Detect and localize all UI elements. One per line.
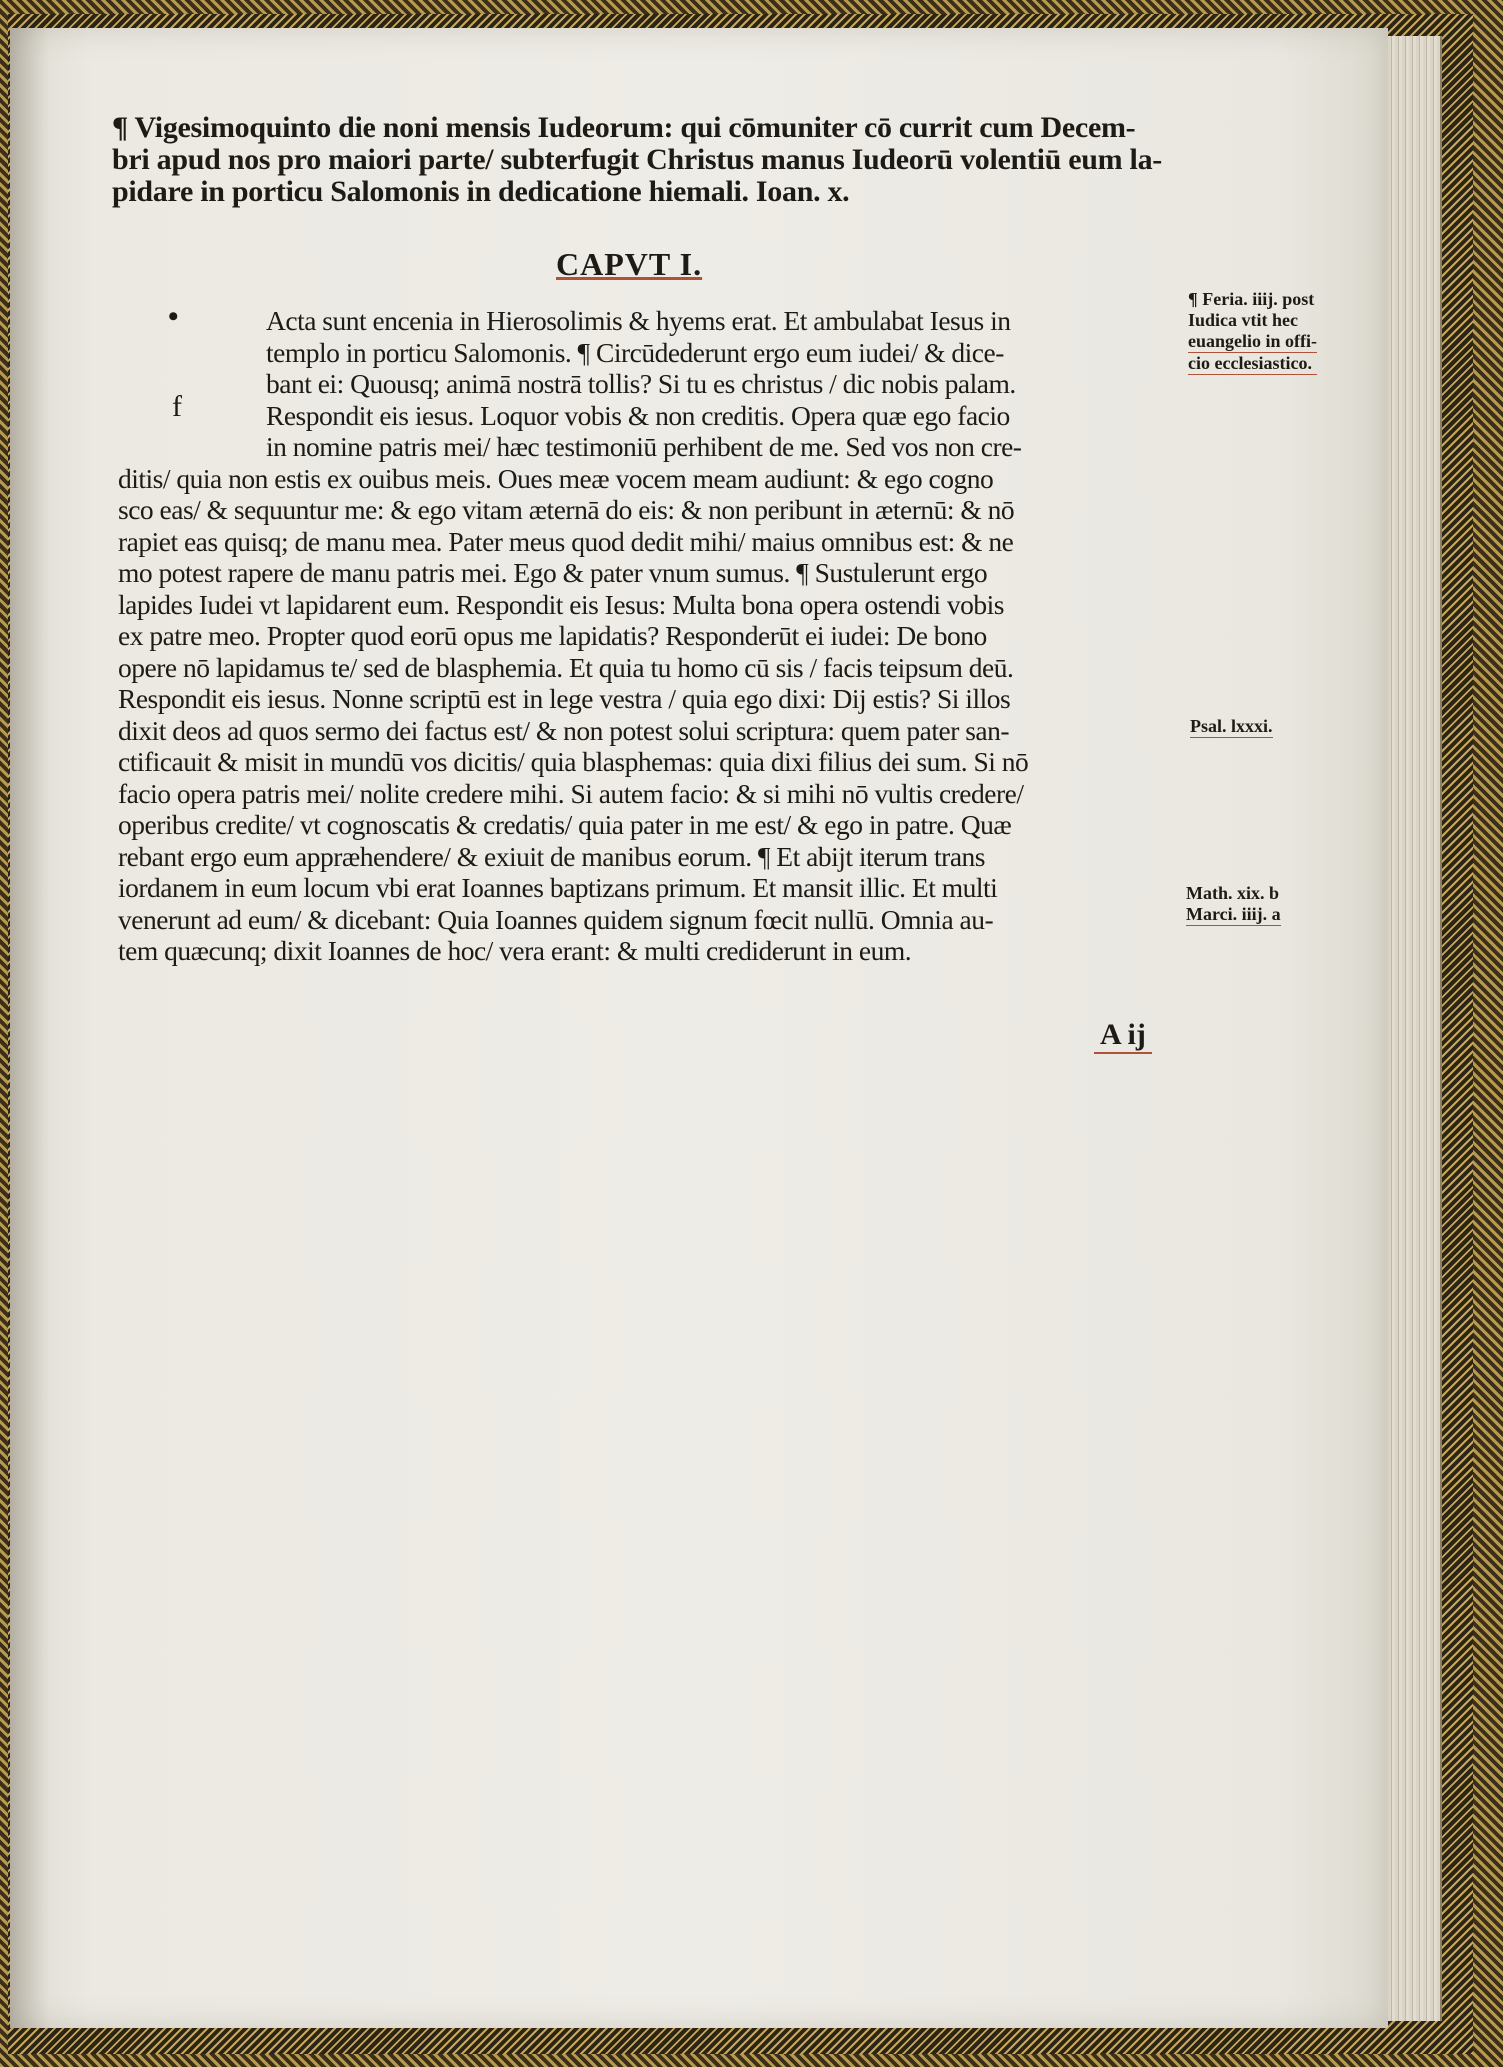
- side-note-psalm: [1190, 716, 1273, 738]
- margin-letter-f: f: [172, 390, 182, 423]
- margin-dot: •: [168, 300, 179, 333]
- intro-paragraph: [112, 112, 1252, 208]
- text-line: rebant ergo eum appræhendere/ & exiuit de manibus eorum. ¶ Et abijt iterum trans: [118, 840, 985, 872]
- side-note-line: Marci. iiij. a: [1186, 904, 1281, 924]
- text-line: ctificauit & misit in mundū vos dicitis/ quia blasphemas: quia dixi filius dei sum. Si nō: [118, 746, 1029, 777]
- side-note-gospels: [1186, 883, 1281, 926]
- text-line: operibus credite/ vt cognoscatis & credatis/ quia pater in me est/ & ego in patre. Quæ: [118, 809, 1012, 840]
- intro-line: pidare in porticu Salomonis in dedicatione hiemali. Ioan. x.: [112, 175, 850, 208]
- side-note-line: Psal. lxxxi.: [1190, 716, 1273, 736]
- text-line: dixit deos ad quos sermo dei factus est/ & non potest solui scriptura: quem pater san-: [118, 714, 1010, 746]
- text-line: tem quæcunq; dixit Ioannes de hoc/ vera erant: & multi crediderunt in eum.: [118, 935, 912, 966]
- intro-line: ¶ Vigesimoquinto die noni mensis Iudeorum: qui cōmuniter cō currit cum Decem-: [112, 111, 1136, 144]
- side-note-line: ¶ Feria. iiij. post: [1188, 289, 1315, 309]
- chapter-heading: CAPVT I.: [556, 246, 703, 282]
- text-line: venerunt ad eum/ & dicebant: Quia Ioannes quidem signum fœcit nullū. Omnia au-: [118, 903, 994, 935]
- text-line: lapides Iudei vt lapidarent eum. Respondit eis Iesus: Multa bona opera ostendi vobis: [118, 588, 1004, 620]
- text-line: facio opera patris mei/ nolite credere mihi. Si autem facio: & si mihi nō vultis credere/: [118, 777, 1024, 809]
- text-line: templo in porticu Salomonis. ¶ Circūdederunt ergo eum iudei/ & dice-: [266, 336, 1004, 368]
- side-note-line: euangelio in offi-: [1188, 331, 1317, 351]
- text-line: ex patre meo. Propter quod eorū opus me lapidatis? Responderūt ei iudei: De bono: [118, 620, 987, 651]
- side-note-line: Math. xix. b: [1186, 883, 1280, 903]
- text-line: mo potest rapere de manu patris mei. Ego & pater vnum sumus. ¶ Sustulerunt ergo: [118, 557, 988, 588]
- gutter-shadow: [10, 28, 50, 2028]
- text-line: ditis/ quia non estis ex ouibus meis. Oues meæ vocem meam audiunt: & ego cogno: [118, 462, 994, 494]
- side-note-line: cio ecclesiastico.: [1188, 353, 1317, 375]
- text-line: Respondit eis iesus. Loquor vobis & non creditis. Opera quæ ego facio: [266, 399, 1010, 431]
- text-line: iordanem in eum locum vbi erat Ioannes baptizans primum. Et mansit illic. Et multi: [118, 872, 998, 903]
- page-edges: [1388, 36, 1442, 2021]
- text-line: opere nō lapidamus te/ sed de blasphemia. Et quia tu homo cū sis / facis teipsum deū.: [118, 651, 1014, 683]
- intro-line: bri apud nos pro maiori parte/ subterfugit Christus manus Iudeorū volentiū eum la-: [112, 143, 1162, 176]
- text-line: bant ei: Quousq; animā nostrā tollis? Si tu es christus / dic nobis palam.: [266, 368, 1016, 399]
- side-note-feria: [1188, 289, 1317, 375]
- text-line: Respondit eis iesus. Nonne scriptū est in lege vestra / quia ego dixi: Dij estis? Si illos: [118, 683, 1011, 714]
- side-note-line: Iudica vtit hec: [1188, 310, 1298, 330]
- text-line: Acta sunt encenia in Hierosolimis & hyems erat. Et ambulabat Iesus in: [266, 305, 1011, 336]
- text-line: rapiet eas quisq; de manu mea. Pater meus quod dedit mihi/ maius omnibus est: & ne: [118, 525, 1014, 557]
- chapter-text: [118, 305, 1188, 967]
- text-line: in nomine patris mei/ hæc testimoniū perhibent de me. Sed vos non cre-: [266, 431, 1022, 462]
- signature-mark: A ij: [1094, 1018, 1152, 1054]
- text-line: sco eas/ & sequuntur me: & ego vitam æternā do eis: & non peribunt in æternū: & nō: [118, 494, 1015, 525]
